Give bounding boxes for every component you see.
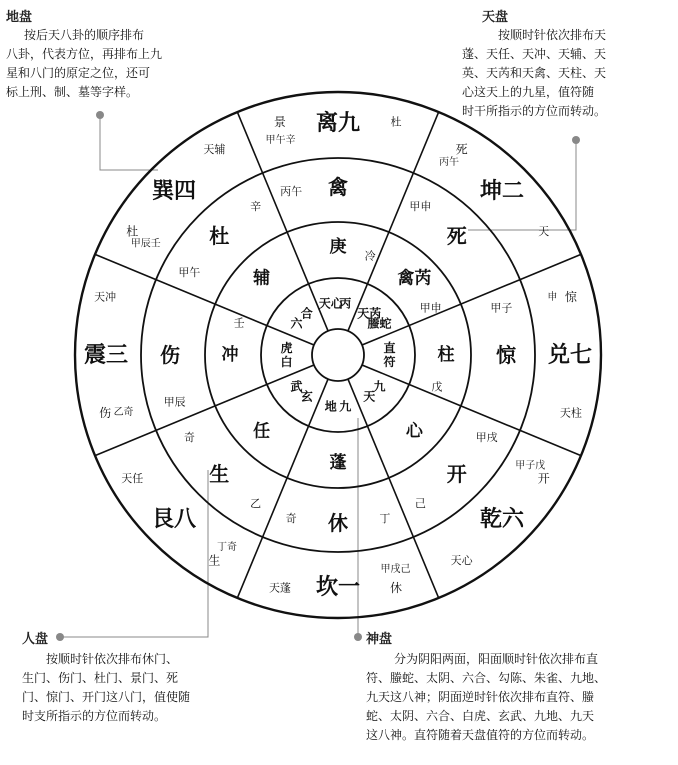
trigram-label: 乾六 (480, 506, 525, 533)
outer-stem-label: 丙午 (439, 157, 459, 169)
star-label: 心 (405, 421, 423, 442)
outer-small-label: 开 (537, 471, 550, 486)
di-pan-leader-line (100, 115, 158, 170)
tian-pan-line: 英、天芮和天禽、天柱、天 (462, 66, 607, 80)
door-stem-label: 乙 (250, 497, 262, 511)
di-pan-line: 标上刑、制、墓等字样。 (6, 85, 139, 99)
outer-stem-label: 乙奇 (113, 406, 134, 418)
star-label: 庚 (329, 237, 347, 257)
door-stem-label: 甲申 (409, 199, 432, 213)
door-label: 杜 (209, 224, 230, 249)
di-pan-line: 按后天八卦的顺序排布 (24, 28, 145, 42)
outer-small-label: 生 (208, 553, 221, 568)
spirit-label: 符 (383, 355, 396, 370)
ren-pan-line: 生门、伤门、杜门、景门、死 (22, 671, 179, 685)
tian-pan-leader-dot-icon (572, 136, 580, 144)
door-label: 死 (446, 224, 467, 249)
shen-pan-line: 这八神。直符随着天盘值符的方位而转动。 (366, 728, 595, 742)
sector-divider-line (95, 254, 314, 345)
spirit-label: 天 (363, 389, 376, 404)
star-stem-label: 戊 (431, 380, 443, 394)
door-stem-label: 丁 (379, 511, 391, 525)
door-label: 开 (446, 461, 467, 486)
sector-divider-line (237, 379, 328, 598)
outer-small-label: 伤 (99, 406, 112, 421)
wheel-ring-5 (312, 329, 364, 381)
spirit-label: 九 (373, 379, 386, 394)
star-stem-label: 壬 (233, 316, 245, 330)
outer-small-label: 天任 (121, 472, 144, 486)
door-label: 生 (209, 461, 230, 486)
trigram-label: 震三 (83, 342, 129, 368)
spirit-label: 螣蛇 (367, 316, 392, 331)
door-label: 惊 (496, 343, 516, 367)
outer-stem-label: 申 (547, 292, 558, 304)
di-pan-line: 星和八门的原定之位，还可 (6, 66, 151, 80)
tian-pan-line: 时干所指示的方位而转动。 (462, 104, 607, 118)
spirit-label: 丙 (339, 296, 352, 311)
door-stem-label: 奇 (183, 430, 195, 444)
sector-divider-line (348, 112, 439, 331)
di-pan-leader-dot-icon (96, 111, 104, 119)
outer-stem-label: 甲午辛 (265, 135, 296, 147)
spirit-label: 直 (383, 340, 396, 355)
star-label: 柱 (437, 345, 455, 365)
outer-small-label: 天蓬 (268, 581, 291, 595)
spirit-label: 武 (290, 379, 303, 394)
door-label: 休 (328, 511, 348, 535)
tian-pan-line: 心这天上的九星，值符随 (462, 85, 595, 99)
outer-small-label: 天柱 (559, 406, 582, 420)
star-stem-label: 甲申 (419, 301, 442, 315)
trigram-label: 离九 (315, 110, 361, 136)
spirit-label: 地 (324, 399, 337, 414)
star-stem-label: 冷 (364, 249, 376, 263)
star-label: 任 (253, 421, 271, 442)
trigram-label: 坤二 (480, 177, 525, 204)
ren-pan-leader-line (60, 470, 208, 637)
trigram-label: 艮八 (151, 506, 196, 533)
door-stem-label: 甲午 (178, 266, 201, 280)
door-label: 禽 (328, 175, 348, 199)
tian-pan-title: 天盘 (482, 10, 509, 25)
outer-small-label: 惊 (564, 289, 577, 304)
spirit-label: 玄 (300, 389, 313, 404)
outer-small-label: 天冲 (94, 290, 117, 304)
door-stem-label: 甲辰 (163, 395, 186, 409)
spirit-label: 虎 (280, 340, 293, 355)
ren-pan-line: 按顺时针依次排布休门、 (46, 652, 179, 666)
ren-pan-title: 人盘 (22, 632, 49, 647)
wheel-rings (75, 92, 601, 618)
star-label: 冲 (221, 345, 239, 365)
sector-divider-line (362, 365, 581, 456)
tian-pan-line: 蓬、天任、天冲、天辅、天 (462, 47, 607, 61)
trigram-label: 兑七 (547, 342, 593, 368)
star-label: 辅 (253, 268, 271, 289)
door-stem-label: 甲子 (490, 301, 513, 315)
spirit-label: 九 (339, 399, 352, 414)
shen-pan-line: 九天这八神；阴面逆时针依次排布直符、螣 (366, 690, 595, 704)
outer-small-label: 天 (538, 224, 550, 238)
outer-small-label: 景 (273, 115, 286, 130)
di-pan-title: 地盘 (6, 10, 33, 25)
spirit-label: 天心 (318, 296, 343, 311)
star-label: 禽芮 (397, 268, 432, 289)
di-pan-line: 八卦，代表方位，再排布上九 (6, 47, 163, 61)
shen-pan-line: 分为阴阳两面，阳面顺时针依次排布直 (394, 652, 599, 666)
outer-small-label: 杜 (126, 224, 139, 239)
door-stem-label: 辛 (250, 199, 262, 213)
shen-pan-title: 神盘 (366, 632, 393, 647)
spirit-label: 六 (290, 316, 303, 331)
door-label: 伤 (160, 343, 180, 367)
door-stem-label: 丙午 (280, 185, 303, 199)
trigram-label: 巽四 (151, 177, 196, 204)
spirit-label: 白 (280, 355, 293, 370)
outer-small-label: 天心 (450, 554, 473, 568)
door-stem-label: 甲戌 (475, 430, 498, 444)
shen-pan-line: 符、螣蛇、太阴、六合、勾陈、朱雀、九地、 (366, 671, 607, 685)
door-stem-label: 奇 (285, 511, 297, 525)
outer-small-label: 杜 (390, 115, 402, 129)
door-stem-label: 己 (414, 497, 426, 511)
tian-pan-line: 按顺时针依次排布天 (498, 28, 607, 42)
outer-small-label: 休 (390, 580, 403, 595)
outer-stem-label: 甲辰壬 (130, 238, 161, 250)
ren-pan-line: 门、惊门、开门这八门，值使随 (22, 690, 191, 704)
outer-stem-label: 甲子戊 (515, 460, 546, 472)
trigram-label: 坎一 (315, 574, 361, 600)
shen-pan-line: 蛇、太阴、六合、白虎、玄武、九地、九天 (366, 709, 595, 723)
spirit-label: 天芮 (357, 306, 382, 321)
outer-stem-label: 丁奇 (217, 541, 237, 553)
outer-small-label: 死 (455, 142, 468, 157)
spirit-label: 合 (300, 306, 313, 321)
star-label: 蓬 (329, 453, 347, 473)
outer-stem-label: 甲戌己 (380, 563, 411, 575)
outer-small-label: 天辅 (203, 142, 226, 156)
ren-pan-line: 时支所指示的方位而转动。 (22, 709, 167, 723)
